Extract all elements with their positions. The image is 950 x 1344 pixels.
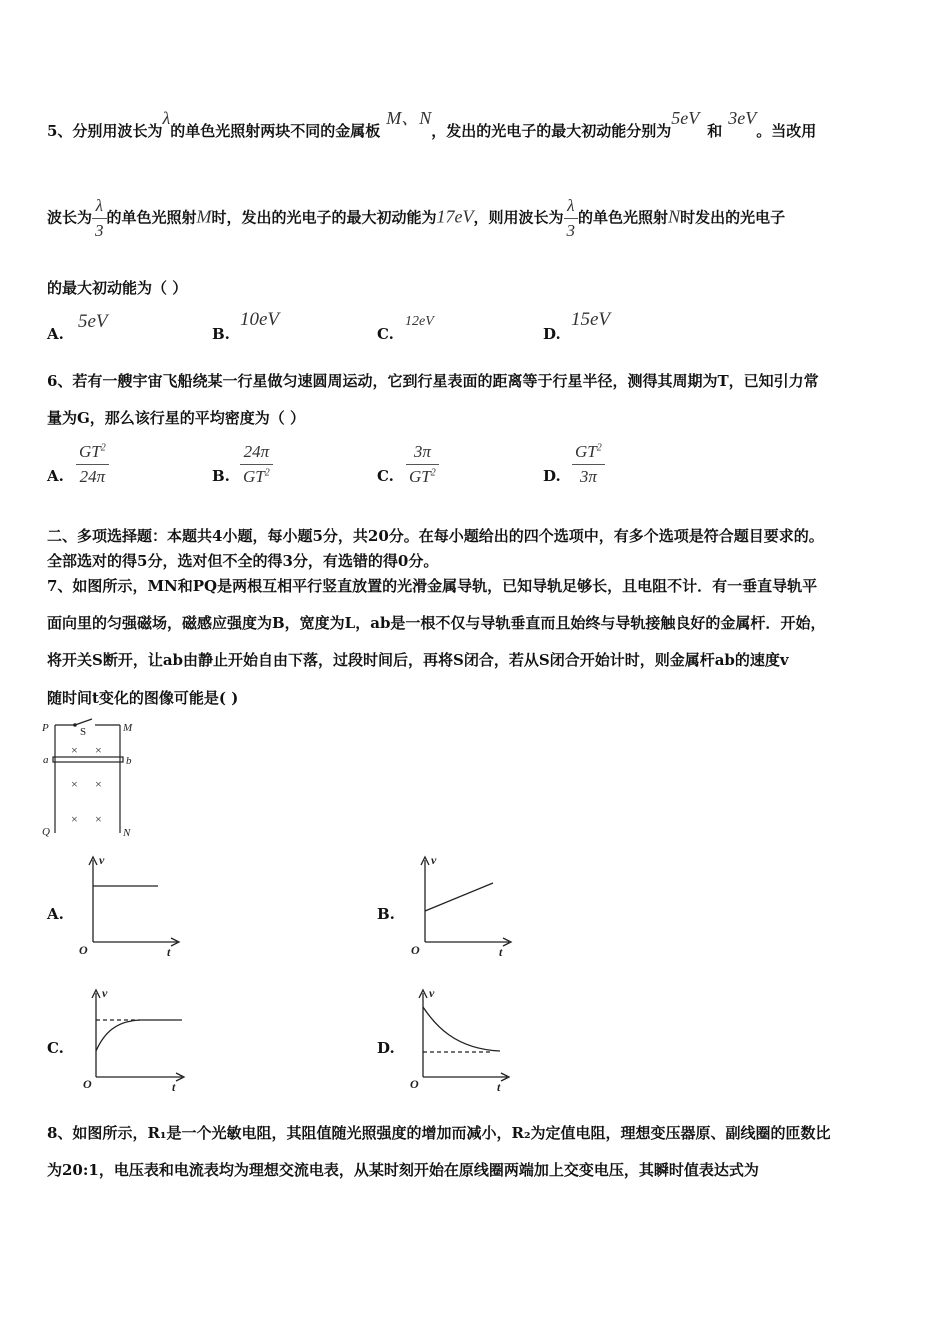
label-p: P: [42, 722, 49, 734]
fraction-lambda-over-3: [564, 196, 579, 241]
q5-option-c-value: 12eV: [405, 314, 434, 329]
label-m: M: [123, 722, 133, 734]
label-n: N: [123, 827, 131, 839]
q5-text: 和: [707, 122, 723, 140]
energy-17ev: 17eV: [436, 206, 474, 227]
t-label: t: [497, 1080, 501, 1094]
frac-den: 3: [566, 221, 576, 240]
graph-d: [405, 985, 515, 1095]
q6-option-d-fraction: [572, 442, 605, 487]
q5-option-d-value: 15eV: [571, 309, 611, 330]
q5-line2: [47, 196, 785, 241]
q6-option-c-fraction: [406, 442, 439, 487]
v-curve: [423, 1007, 500, 1051]
graph-c-label: C.: [47, 1039, 64, 1057]
label-s: S: [80, 726, 87, 738]
q6-option-a-label: A.: [47, 467, 64, 485]
section2-line2: 全部选对的得5分，选对但不全的得3分，有选错的得0分。: [47, 552, 439, 570]
q5-text: 的单色光照射: [578, 208, 669, 227]
graph-c: [80, 985, 190, 1095]
rod-ab: [53, 757, 123, 762]
section2-line1: 二、多项选择题：本题共4小题，每小题5分，共20分。在每小题给出的四个选项中，有多个选项是符合题目要求的。: [47, 527, 824, 545]
q6-line1: 6、若有一艘宇宙飞船绕某一行星做匀速圆周运动，它到行星表面的距离等于行星半径，测得其周期为T，已知引力常: [47, 372, 819, 390]
origin-label: O: [411, 943, 420, 957]
energy-5ev: 5eV: [671, 108, 700, 128]
field-cross: ×: [95, 812, 102, 826]
lambda-symbol: λ: [162, 108, 171, 128]
q6-option-d-label: D.: [543, 467, 561, 485]
origin-label: O: [79, 943, 88, 957]
q5-text: 的单色光照射: [106, 208, 197, 227]
q5-text: 的单色光照射两块不同的金属板: [170, 122, 381, 140]
den: GT: [243, 467, 265, 486]
metals-mn: M、N: [386, 108, 432, 128]
num: 3π: [406, 442, 439, 465]
t-label: t: [499, 945, 503, 959]
q7-line4: 随时间t变化的图像可能是( ): [47, 689, 239, 707]
frac-den: 3: [95, 221, 104, 240]
q7-line1: 7、如图所示，MN和PQ是两根互相平行竖直放置的光滑金属导轨，已知导轨足够长，且电阻不计．有一垂直导轨平: [47, 577, 818, 595]
sup: 2: [430, 467, 436, 479]
metal-m: M: [196, 206, 212, 227]
metal-n: N: [668, 206, 681, 227]
q5-option-a-label: A.: [47, 325, 64, 343]
q5-text: 波长为: [47, 208, 93, 227]
t-label: t: [167, 945, 171, 959]
graph-d-label: D.: [377, 1039, 395, 1057]
sup: 2: [596, 442, 602, 454]
field-cross: ×: [95, 743, 102, 757]
label-a: a: [43, 754, 49, 766]
sup: 2: [264, 467, 270, 479]
graph-a-label: A.: [47, 905, 64, 923]
den: GT: [409, 467, 431, 486]
q5-text: 5、分别用波长为: [47, 122, 163, 140]
q8-line2: 为20:1，电压表和电流表均为理想交流电表，从某时刻开始在原线圈两端加上交变电压，其瞬时值表达式为: [47, 1161, 759, 1179]
v-label: v: [99, 853, 105, 867]
q6-option-c-label: C.: [377, 467, 394, 485]
den: 24π: [79, 467, 106, 486]
energy-3ev: 3eV: [728, 108, 757, 128]
field-cross: ×: [71, 777, 78, 791]
q5-line3: 的最大初动能为（ ）: [47, 279, 188, 297]
fraction-lambda-over-3: [92, 196, 107, 241]
field-cross: ×: [95, 777, 102, 791]
q6-option-a-fraction: [76, 442, 109, 487]
v-label: v: [102, 986, 108, 1000]
q6-option-b-label: B.: [212, 467, 230, 485]
graph-b: [407, 852, 517, 962]
q5-option-d-label: D.: [543, 325, 561, 343]
q5-text: ，发出的光电子的最大初动能分别为: [431, 122, 672, 140]
q5-option-b-label: B.: [212, 325, 230, 343]
graph-b-label: B.: [377, 905, 395, 923]
q5-text: 。当改用: [756, 122, 817, 140]
q5-line1: [47, 108, 817, 142]
q5-text: 时，发出的光电子的最大初动能为: [211, 208, 437, 227]
graph-a: [75, 852, 185, 962]
field-cross: ×: [71, 743, 78, 757]
q5-option-b-value: 10eV: [240, 309, 280, 330]
v-curve: [425, 883, 493, 911]
origin-label: O: [83, 1077, 92, 1091]
field-cross: ×: [71, 812, 78, 826]
frac-num: λ: [564, 196, 579, 219]
label-q: Q: [42, 826, 50, 838]
num: 24π: [240, 442, 273, 465]
q7-line3: 将开关S断开，让ab由静止开始自由下落，过段时间后，再将S闭合，若从S闭合开始计时，则金属杆ab的速度v: [47, 651, 789, 669]
q8-line1: 8、如图所示，R₁是一个光敏电阻，其阻值随光照强度的增加而减小，R₂为定值电阻，理想变压器原、副线圈的匝数比: [47, 1124, 831, 1142]
q5-option-a-value: 5eV: [78, 311, 108, 332]
q5-text: ，则用波长为: [473, 208, 564, 227]
q6-option-b-fraction: [240, 442, 273, 487]
v-curve: [96, 1020, 182, 1051]
q5-text: 时发出的光电子: [680, 208, 786, 227]
v-label: v: [431, 853, 437, 867]
q7-rail-diagram: [40, 715, 140, 840]
frac-num: λ: [92, 196, 107, 219]
t-label: t: [172, 1080, 176, 1094]
v-label: v: [429, 986, 435, 1000]
label-b: b: [126, 755, 132, 767]
q5-option-c-label: C.: [377, 325, 394, 343]
switch-pivot: [73, 723, 77, 727]
den: 3π: [579, 467, 597, 486]
q6-line2: 量为G，那么该行星的平均密度为（ ）: [47, 409, 306, 427]
num: GT: [79, 442, 101, 461]
origin-label: O: [410, 1077, 419, 1091]
q7-line2: 面向里的匀强磁场，磁感应强度为B，宽度为L，ab是一根不仅与导轨垂直而且始终与导轨接触良好的金属杆．开始，: [47, 614, 826, 632]
sup: 2: [100, 442, 106, 454]
switch-blade: [75, 719, 92, 725]
num: GT: [575, 442, 597, 461]
